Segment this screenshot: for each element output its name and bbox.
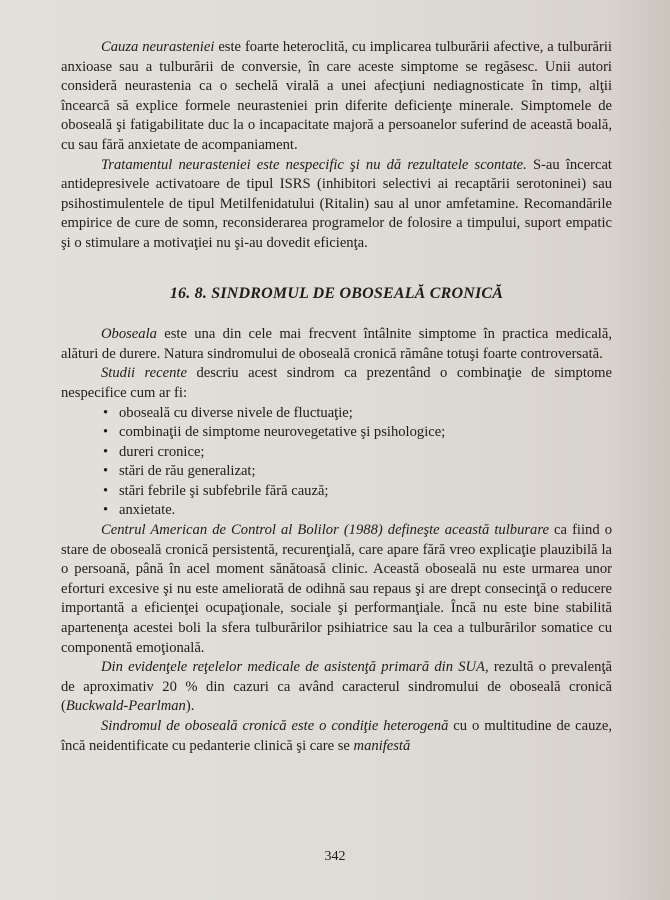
bullet-icon: •	[103, 443, 109, 460]
italic-lead: Cauza neurasteniei	[101, 39, 215, 55]
list-item	[103, 404, 612, 424]
list-item-text: oboseală cu diverse nivele de fluctuaţie;	[119, 404, 353, 421]
paragraph-recent-studies	[61, 364, 612, 403]
bullet-icon: •	[103, 502, 109, 519]
paragraph-cdc-definition	[61, 521, 612, 658]
paragraph-text: ).	[185, 698, 195, 715]
list-item	[103, 462, 612, 482]
list-item-text: stări de rău generalizat;	[119, 463, 256, 480]
list-item	[103, 423, 612, 443]
page-text	[61, 38, 612, 756]
paragraph-prevalence	[61, 658, 612, 717]
paragraph-neurasthenia-cause	[61, 38, 612, 156]
paragraph-heterogeneous	[61, 717, 612, 756]
paragraph-text: este una din cele mai frecvent întâlnite simptome în practica medicală, alături de durere. Natura sindromului de oboseală cronică rămâne totuşi foarte controversată.	[61, 326, 612, 362]
paragraph-text: rezultă o prevalenţă de aproximativ 20 % din cazuri ca având caracterul sindromului de oboseală cronică (	[61, 659, 612, 715]
list-item-text: combinaţii de simptome neurovegetative şi psihologice;	[119, 424, 446, 441]
symptom-list	[61, 404, 612, 522]
italic-lead: Oboseala	[101, 326, 157, 343]
list-item-text: dureri cronice;	[119, 443, 205, 460]
list-item	[103, 482, 612, 502]
bullet-icon: •	[103, 463, 109, 480]
list-item-text: stări febrile şi subfebrile fără cauză;	[119, 482, 329, 499]
bullet-icon: •	[103, 404, 109, 421]
list-item-text: anxietate.	[119, 502, 176, 519]
bullet-icon: •	[103, 482, 109, 499]
italic-tail: manifestă	[353, 737, 411, 754]
paragraph-text: cu o multitudine de cauze, încă neidentificate cu pedanterie clinică şi care se	[61, 718, 613, 754]
list-item	[103, 501, 612, 521]
page-number: 342	[324, 849, 346, 864]
italic-lead: Tratamentul neurasteniei este nespecific şi nu dă rezultatele scontate.	[101, 156, 527, 173]
italic-lead: Din evidenţele reţelelor medicale de asistenţă primară din SUA,	[101, 659, 489, 676]
paragraph-text: ca fiind o stare de oboseală cronică persistentă, recurenţială, care apare fără vreo explicaţie plauzibilă la o persoană, până în acel moment sănătoasă clinic. Această oboseală nu este urmarea unor eforturi excesive şi nu este ameliorată de odihnă sau repaus şi are drept consecinţă o reducere importantă a eficienţei ocupaţionale, sociale şi performanţiale. Încă nu este bine stabilită apartenenţa acestei boli la sfera tulburărilor psihiatrice sau la cea a tulburărilor somatice cu componentă emoţională.	[61, 522, 613, 656]
paragraph-text: descriu acest sindrom ca prezentând o combinaţie de simptome nespecifice cum ar fi:	[61, 365, 612, 401]
list-item	[103, 443, 612, 463]
section-heading: 16. 8. SINDROMUL DE OBOSEALĂ CRONICĂ	[169, 284, 504, 302]
italic-lead: Studii recente	[101, 365, 187, 382]
citation: Buckwald-Pearlman	[65, 698, 186, 715]
paragraph-text: este foarte heteroclită, cu implicarea tulburării afective, a tulburării anxioase sau a tulburării de conversie, în care aceste simptome se regăsesc. Unii autori consideră neurastenia ca o sechelă virală a unei afecţiuni nediagnosticate în timp, alţii încearcă să explice formele neurasteniei prin diferite deficienţe minerale. Simptomele de oboseală şi fatigabilitate duc la o incapacitate majoră a persoanelor suferind de această boală, cu sau fără anxietate de acompaniament.	[61, 39, 612, 153]
bullet-icon: •	[103, 424, 109, 441]
paragraph-text: S-au încercat antidepresivele activatoare de tipul ISRS (inhibitori selectivi ai recaptării serotoninei) sau psihostimulentele de tipul Metilfenidatului (Ritalin) sau al unor amfetamine. Recomandările empirice de cure de somn, reconsiderarea programelor de folosire a timpului, suport empatic şi o stimulare a motivaţiei nu şi-au dovedit eficienţa.	[61, 156, 612, 251]
italic-lead: Centrul American de Control al Bolilor (1988) defineşte această tulburare	[101, 522, 549, 539]
italic-lead: Sindromul de oboseală cronică este o condiţie heterogenă	[101, 718, 449, 734]
paragraph-neurasthenia-treatment	[61, 156, 612, 254]
paragraph-fatigue	[61, 325, 612, 364]
